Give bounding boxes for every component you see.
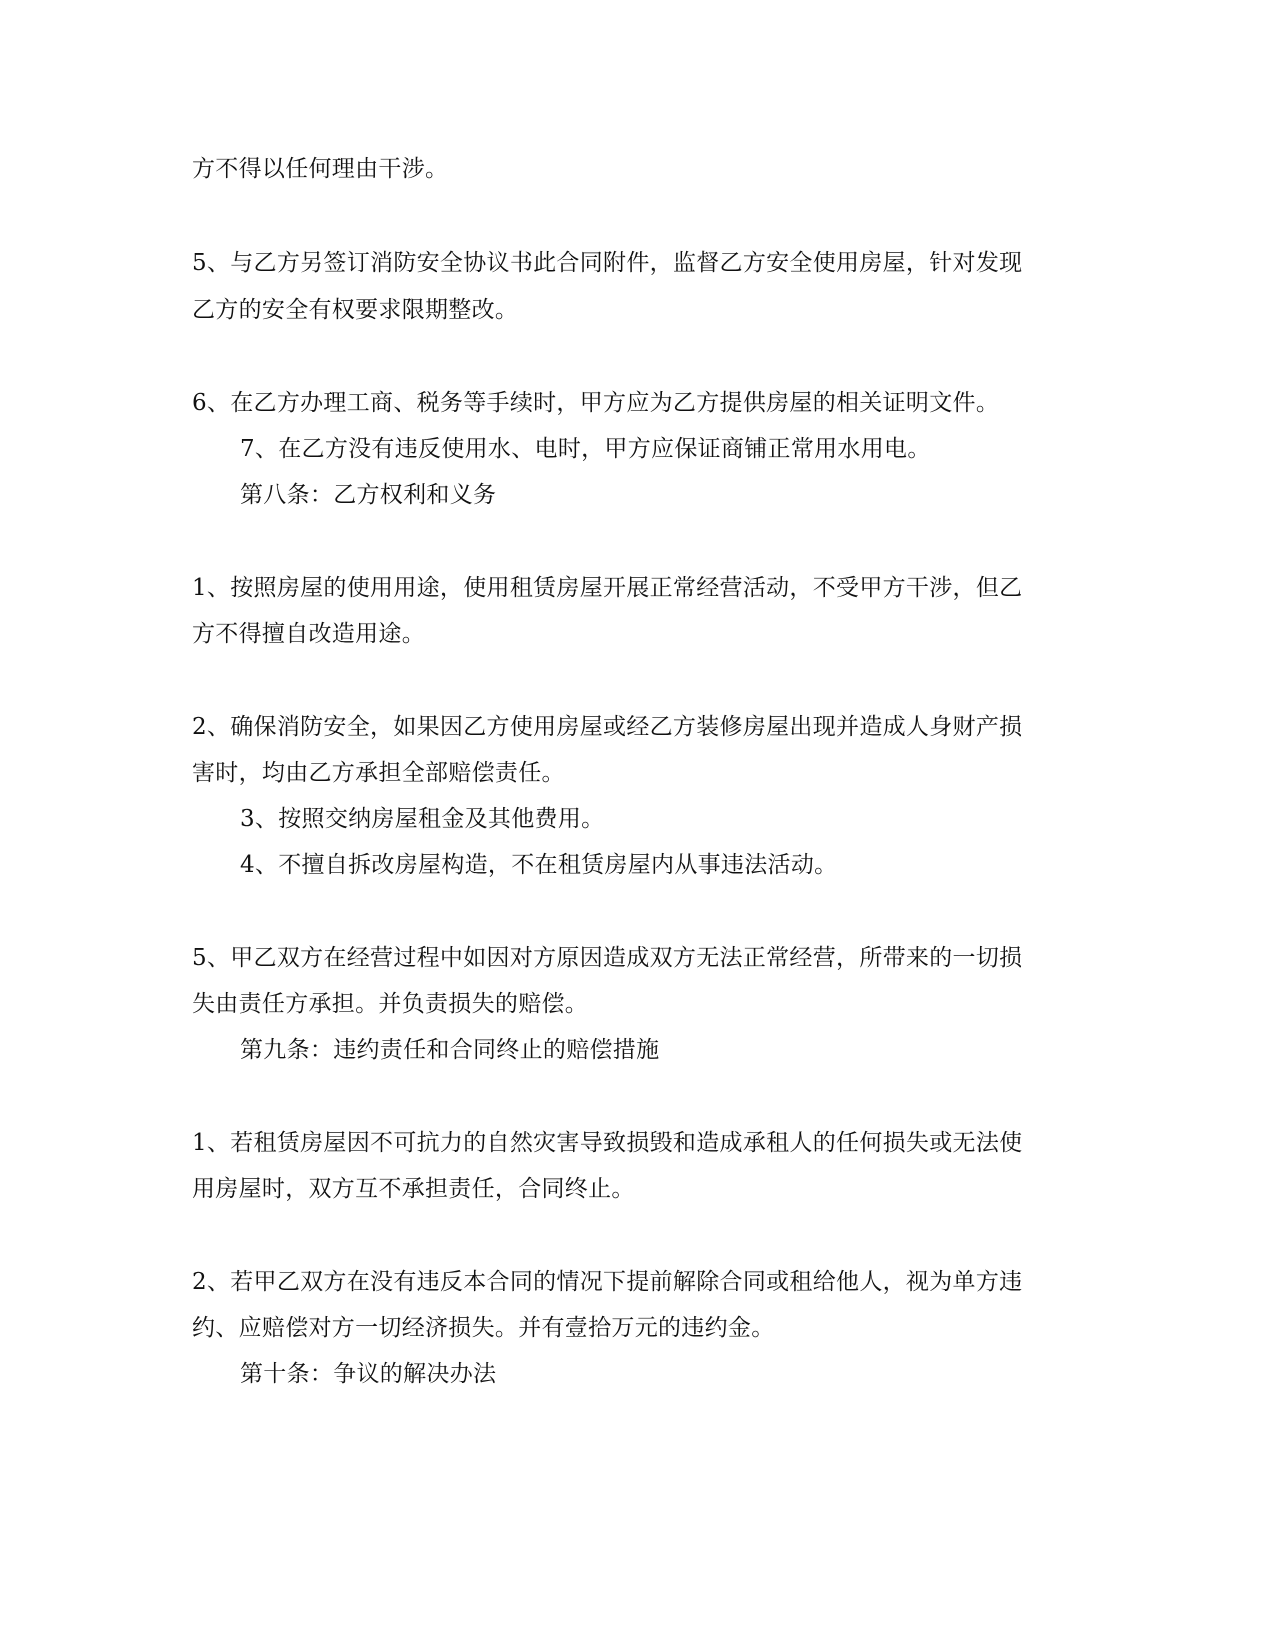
text-line: 失由责任方承担。并负责损失的赔偿。 <box>192 991 589 1017</box>
text-line: 3、按照交纳房屋租金及其他费用。 <box>240 806 605 832</box>
text-line: 2、确保消防安全，如果因乙方使用房屋或经乙方装修房屋出现并造成人身财产损 <box>192 714 1023 740</box>
text-line: 1、若租赁房屋因不可抗力的自然灾害导致损毁和造成承租人的任何损失或无法使 <box>192 1130 1023 1156</box>
text-line: 6、在乙方办理工商、税务等手续时，甲方应为乙方提供房屋的相关证明文件。 <box>192 390 1000 416</box>
section-heading: 第十条：争议的解决办法 <box>240 1361 497 1387</box>
text-line: 4、不擅自拆改房屋构造，不在租赁房屋内从事违法活动。 <box>240 852 838 878</box>
text-line: 方不得擅自改造用途。 <box>192 621 425 647</box>
text-line: 5、与乙方另签订消防安全协议书此合同附件，监督乙方安全使用房屋，针对发现 <box>192 250 1023 276</box>
section-heading: 第九条：违约责任和合同终止的赔偿措施 <box>240 1037 660 1063</box>
text-line: 1、按照房屋的使用用途，使用租赁房屋开展正常经营活动，不受甲方干涉，但乙 <box>192 575 1023 601</box>
text-line: 方不得以任何理由干涉。 <box>192 156 449 182</box>
text-line: 害时，均由乙方承担全部赔偿责任。 <box>192 760 565 786</box>
text-line: 5、甲乙双方在经营过程中如因对方原因造成双方无法正常经营，所带来的一切损 <box>192 945 1023 971</box>
text-line: 2、若甲乙双方在没有违反本合同的情况下提前解除合同或租给他人，视为单方违 <box>192 1269 1023 1295</box>
text-line: 约、应赔偿对方一切经济损失。并有壹拾万元的违约金。 <box>192 1315 775 1341</box>
text-line: 乙方的安全有权要求限期整改。 <box>192 297 519 323</box>
section-heading: 第八条：乙方权利和义务 <box>240 482 497 508</box>
text-line: 7、在乙方没有违反使用水、电时，甲方应保证商铺正常用水用电。 <box>240 436 931 462</box>
text-line: 用房屋时，双方互不承担责任，合同终止。 <box>192 1176 635 1202</box>
